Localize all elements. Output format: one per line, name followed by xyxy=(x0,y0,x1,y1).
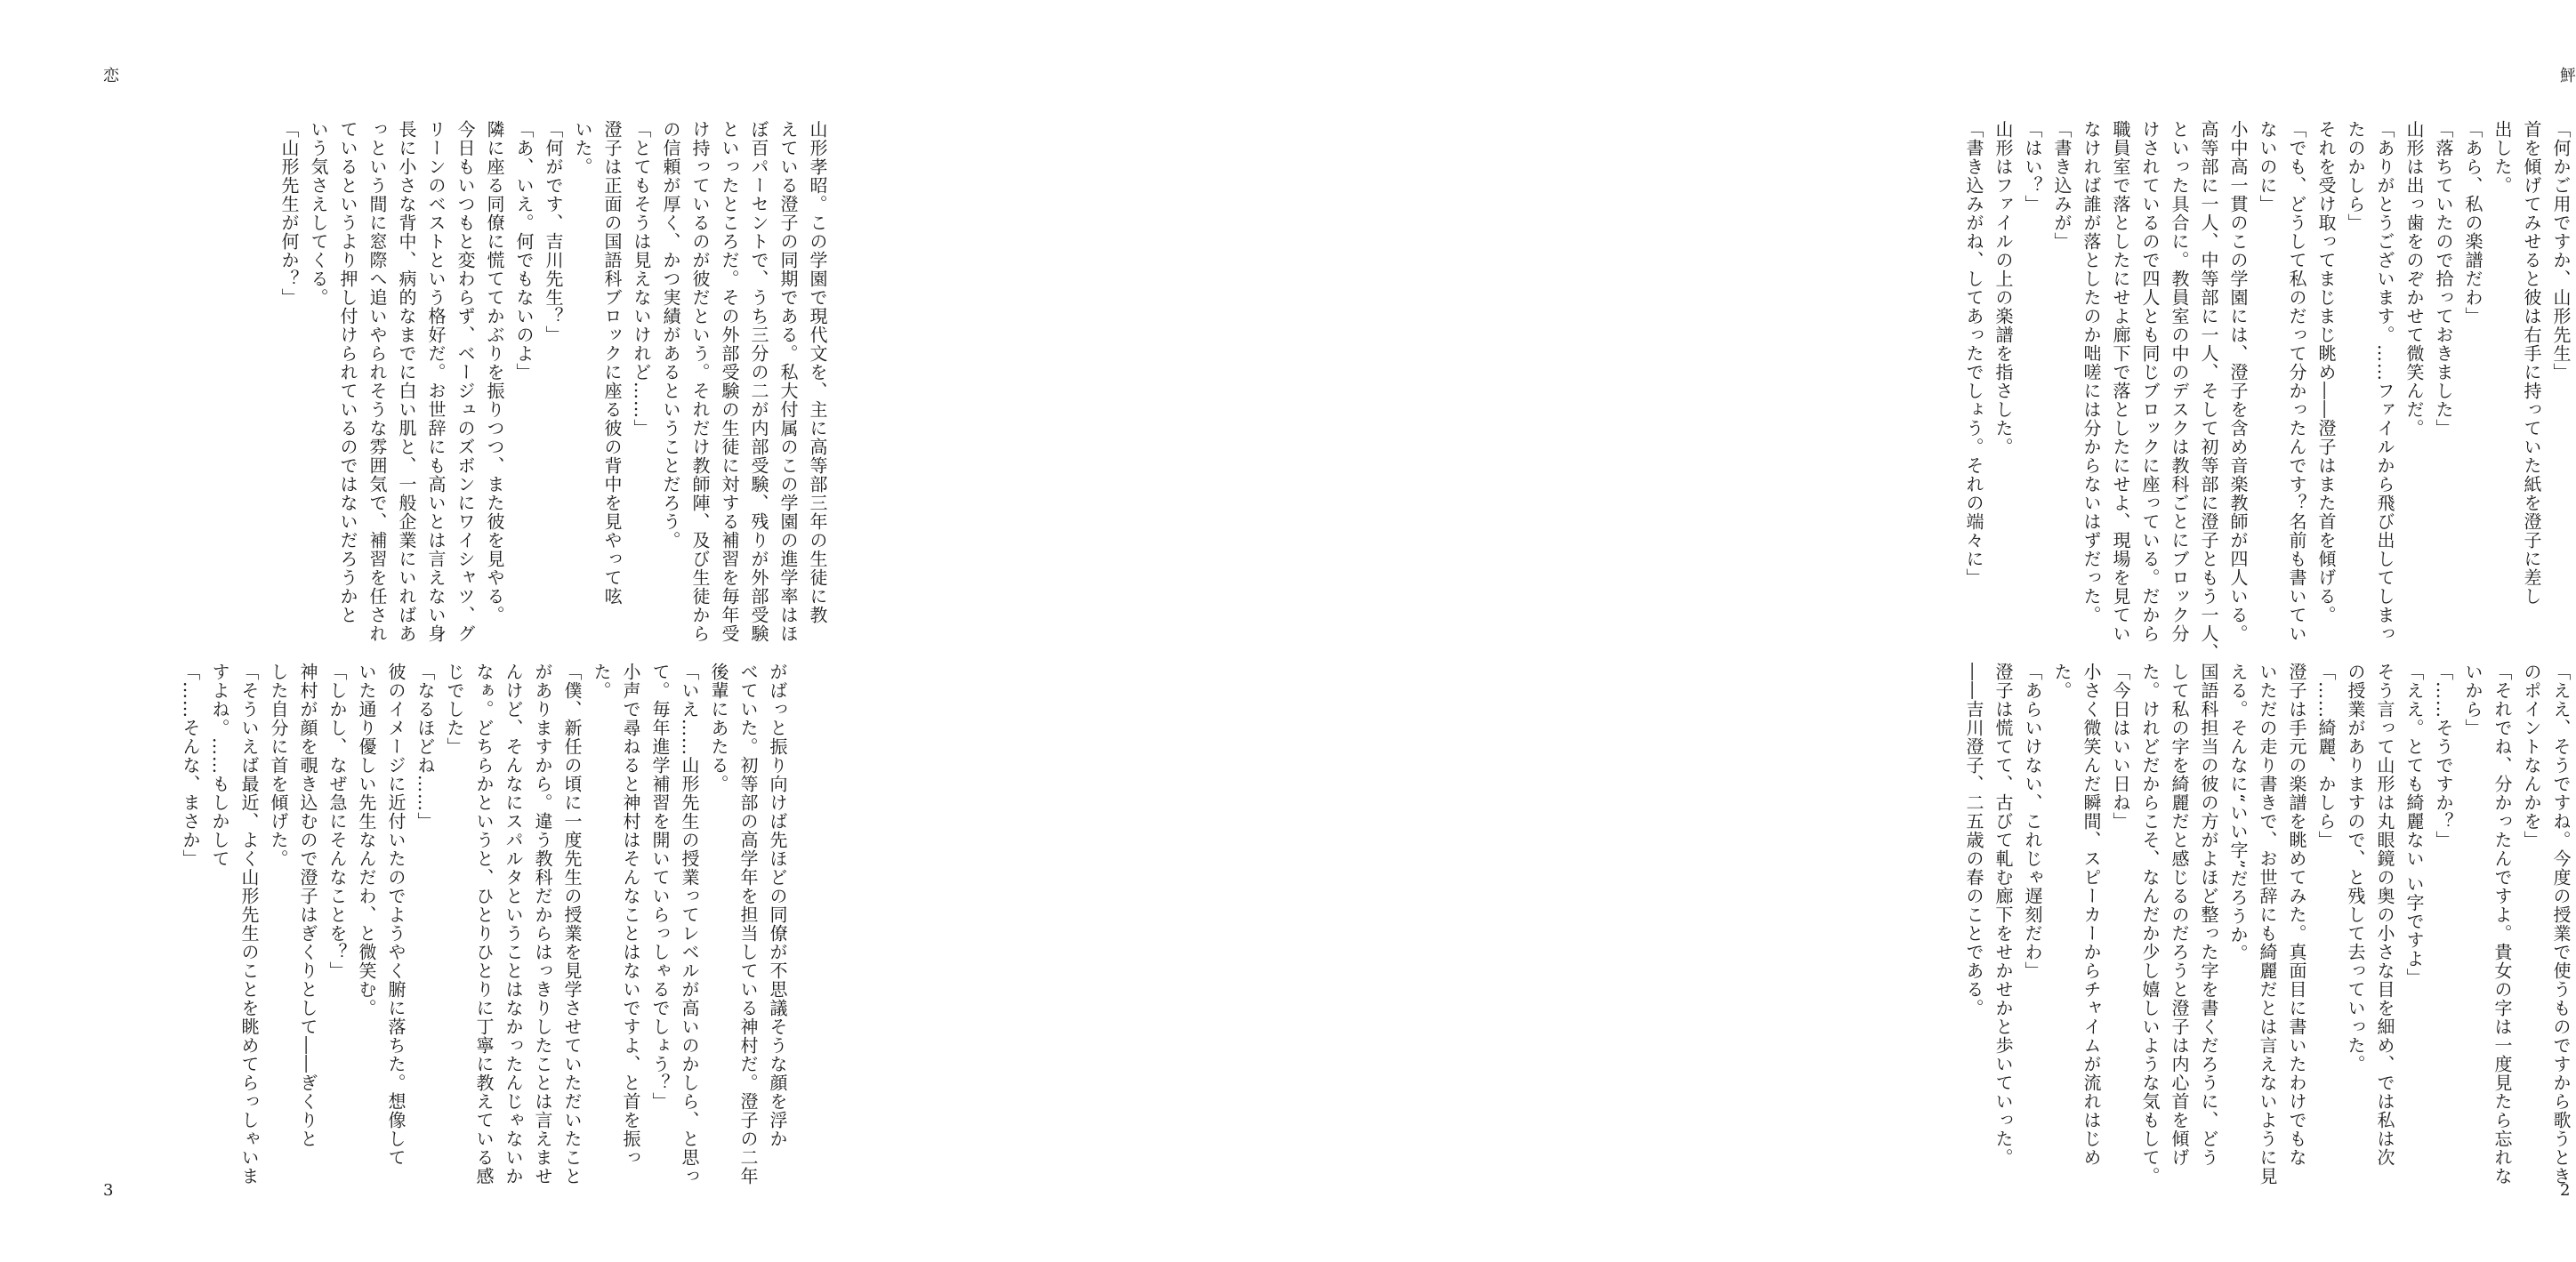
text-line: 「そういえば最近、よく山形先生のことを眺めてらっしゃいま xyxy=(238,663,260,1186)
text-line: たのかしら」 xyxy=(2345,120,2366,232)
text-line: 「それでね、分かったんですよ。貴女の字は一度見たら忘れな xyxy=(2491,663,2513,1186)
text-line: 「山形先生が何か？」 xyxy=(278,120,300,307)
text-line: 「ええ、そうですね。今度の授業で使うものですから歌うとき xyxy=(2550,663,2572,1186)
text-line: ――吉川澄子、二五歳の春のことである。 xyxy=(1963,663,1984,1017)
text-line: 職員室で落としたにせよ廊下で落としたにせよ、現場を見てい xyxy=(2110,120,2131,643)
text-line: 「しかし、なぜ急にそんなことを？」 xyxy=(326,663,348,980)
text-line: 澄子は正面の国語科ブロックに座る彼の背中を見やって呟 xyxy=(601,120,623,606)
text-line: じでした」 xyxy=(444,663,465,756)
text-line: 後輩にあたる。 xyxy=(708,663,729,793)
text-line: 「書き込みがね、してあったでしょう。それの端々に」 xyxy=(1963,120,1984,587)
text-line: 山形孝昭。この学園で現代文を、主に高等部三年の生徒に教 xyxy=(807,120,828,624)
text-line: そう言って山形は丸眼鏡の奥の小さな目を細め、では私は次 xyxy=(2374,663,2395,1167)
text-line: いから」 xyxy=(2462,663,2483,737)
text-line: 「でも、どうして私のだって分かったんです？名前も書いてい xyxy=(2286,120,2307,643)
text-line: がばっと振り向けば先ほどの同僚が不思議そうな顔を浮か xyxy=(767,663,788,1148)
text-line: がありますから。違う教科だからはっきりしたことは言えませ xyxy=(532,663,553,1186)
running-header-right: 鮃 xyxy=(2560,67,2576,85)
text-line: した自分に首を傾げた。 xyxy=(268,663,289,868)
text-line: といったところだ。その外部受験の生徒に対する補習を毎年受 xyxy=(719,120,740,643)
text-line: 澄子は手元の楽譜を眺めてみた。真面目に書いたわけでもな xyxy=(2286,663,2307,1167)
text-line: 隣に座る同僚に慌ててかぶりを振りつつ、また彼を見やる。 xyxy=(484,120,505,624)
right-lower-text-block xyxy=(1915,663,2575,1186)
text-line: なぁ。どちらかというと、ひとりひとりに丁寧に教えている感 xyxy=(473,663,495,1186)
text-line: 今日もいつもと変わらず、ベージュのズボンにワイシャツ、グ xyxy=(455,120,476,643)
text-line: 「あ、いえ。何でもないのよ」 xyxy=(513,120,535,382)
text-line: ているというより押し付けられているのではないだろうかと xyxy=(337,120,358,624)
text-line: のポイントなんかを」 xyxy=(2521,663,2542,849)
text-line: といった具合に。教員室の中のデスクは教科ごとにブロック分 xyxy=(2169,120,2190,643)
left-upper-text-block xyxy=(169,120,832,643)
text-line: 小中高一貫のこの学園には、澄子を含め音楽教師が四人いる。 xyxy=(2227,120,2249,643)
text-line: 彼のイメージに近付いたのでようやく腑に落ちた。想像して xyxy=(385,663,407,1167)
text-line: 高等部に一人、中等部に一人、そして初等部に澄子ともう一人、 xyxy=(2198,120,2219,662)
text-line: た。 xyxy=(2051,663,2073,700)
text-line: 「落ちていたので拾っておきました」 xyxy=(2433,120,2454,438)
text-line: 「はい？」 xyxy=(2022,120,2043,213)
text-line: た。 xyxy=(591,663,612,700)
page-number-right: 2 xyxy=(2560,1181,2571,1200)
text-line: 澄子は慌てて、古びて軋む廊下をせかせかと歩いていった。 xyxy=(1992,663,2014,1167)
text-line: 「今日はいい日ね」 xyxy=(2110,663,2131,831)
text-line: の信頼が厚く、かつ実績があるということだろう。 xyxy=(660,120,681,550)
text-line: 「書き込みが」 xyxy=(2051,120,2073,251)
text-line: ぼ百パーセントで、うち三分の二が内部受験、残りが外部受験 xyxy=(748,120,769,643)
text-line: すよね。……もしかして xyxy=(209,663,230,868)
text-line: いただの走り書きで、お世辞にも綺麗だとは言えないように見 xyxy=(2257,663,2278,1186)
text-line: 国語科担当の彼の方がよほど整った字を書くだろうに、どう xyxy=(2198,663,2219,1167)
text-line: して私の字を綺麗だと感じるのだろうと澄子は内心首を傾げ xyxy=(2169,663,2190,1167)
text-line: リーンのベストという格好だ。お世辞にも高いとは言えない身 xyxy=(425,120,447,643)
text-line: 「僕、新任の頃に一度先生の授業を見学させていただいたこと xyxy=(561,663,583,1186)
text-line: 小声で尋ねると神村はそんなことはないですよ、と首を振っ xyxy=(620,663,641,1167)
text-line: 「いえ……山形先生の授業ってレベルが高いのかしら、と思っ xyxy=(679,663,700,1186)
text-line: 出した。 xyxy=(2491,120,2513,195)
left-page xyxy=(0,0,890,1262)
text-line: 「あらいけない、これじゃ遅刻だわ」 xyxy=(2022,663,2043,980)
left-lower-text-block xyxy=(125,663,792,1186)
text-line: 「……綺麗、かしら」 xyxy=(2315,663,2337,849)
text-line: 長に小さな背中、病的なまでに白い肌と、一般企業にいればあ xyxy=(396,120,417,643)
text-line: っという間に窓際へ追いやられそうな雰囲気で、補習を任され xyxy=(366,120,388,643)
text-line: いう気さえしてくる。 xyxy=(308,120,329,307)
running-header-left: 恋 xyxy=(103,67,119,85)
text-line: 山形は出っ歯をのぞかせて微笑んだ。 xyxy=(2403,120,2425,438)
text-line: 「……そうですか？」 xyxy=(2433,663,2454,849)
text-line: 「……そんな、まさか」 xyxy=(180,663,201,868)
text-line: た。けれどだからこそ、なんだか少し嬉しいような気もして。 xyxy=(2139,663,2161,1186)
text-line: 小さく微笑んだ瞬間、スピーカーからチャイムが流れはじめ xyxy=(2081,663,2102,1167)
text-line: 「ありがとうございます。……ファイルから飛び出してしまっ xyxy=(2374,120,2395,643)
right-upper-text-block xyxy=(1915,120,2575,662)
text-line: 山形はファイルの上の楽譜を指さした。 xyxy=(1992,120,2014,456)
text-line: 首を傾げてみせると彼は右手に持っていた紙を澄子に差し xyxy=(2521,120,2542,606)
text-line: えている澄子の同期である。私大付属のこの学園の進学率はほ xyxy=(777,120,799,643)
text-line: 「何がです、吉川先生？」 xyxy=(543,120,564,344)
text-line: べていた。初等部の高学年を担当している神村だ。澄子の二年 xyxy=(737,663,759,1186)
text-line: ないのに」 xyxy=(2257,120,2278,213)
text-line: 「なるほどね……」 xyxy=(415,663,436,831)
text-line: の授業がありますので、と残して去っていった。 xyxy=(2345,663,2366,1073)
right-page xyxy=(890,0,2576,1262)
text-line: けされているので四人とも同じブロックに座っている。だから xyxy=(2139,120,2161,643)
text-line: える。そんなに“いい字”だろうか。 xyxy=(2227,663,2249,963)
text-line: 「ええ。とても綺麗ない い字ですよ」 xyxy=(2403,663,2425,987)
text-line: んけど、そんなにスパルタということはなかったんじゃないか xyxy=(503,663,524,1186)
text-line: 神村が顔を覗き込むので澄子はぎくりとして――ぎくりと xyxy=(297,663,318,1148)
text-line: なければ誰が落としたのか咄嗟には分からないはずだった。 xyxy=(2081,120,2102,624)
text-line: 「とてもそうは見えないけれど……」 xyxy=(631,120,652,438)
page-number-left: 3 xyxy=(103,1181,114,1200)
text-line: 「あら、私の楽譜だわ」 xyxy=(2462,120,2483,326)
text-line: それを受け取ってまじまじ眺め――澄子はまた首を傾げる。 xyxy=(2315,120,2337,624)
text-line: け持っているのが彼だという。それだけ教師陣、及び生徒から xyxy=(689,120,711,643)
text-line: いた通り優しい先生なんだわ、と微笑む。 xyxy=(356,663,377,1017)
text-line: いた。 xyxy=(572,120,593,176)
text-line: 「何かご用ですか、山形先生」 xyxy=(2550,120,2572,382)
text-line: て。毎年進学補習を開いていらっしゃるでしょう？」 xyxy=(649,663,671,1111)
